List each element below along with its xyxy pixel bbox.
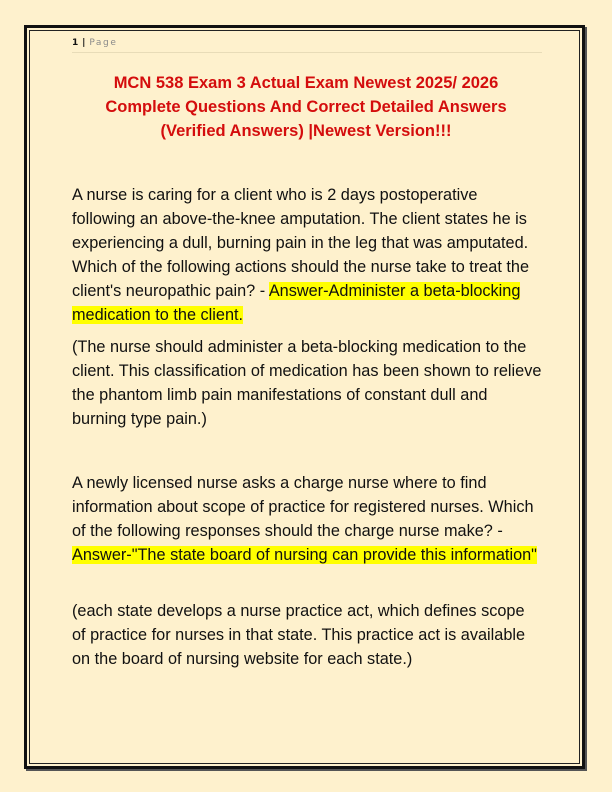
document-title — [60, 71, 552, 143]
highlighted-answer: Answer-"The state board of nursing can provide this information" — [72, 546, 537, 564]
highlighted-answer: Answer-Administer a beta-blocking medication to the client. — [72, 282, 521, 324]
page-label: Page — [89, 38, 118, 48]
title-line-2: Complete Questions And Correct Detailed Answers — [105, 98, 507, 116]
question-2 — [72, 471, 542, 567]
title-line-3: (Verified Answers) |Newest Version!!! — [160, 122, 452, 140]
question-text: A nurse is caring for a client who is 2 days postoperative following an above-the-knee amputation. The client states he is experiencing a dull, burning pain in the leg that was amputated. Which of the following actions should the nurse take to treat the client's neuropathic pain? - — [72, 186, 530, 300]
rationale-2: (each state develops a nurse practice act, which defines scope of practice for nurses in that state. This practice act is available on the board of nursing website for each state.) — [72, 602, 526, 668]
header-separator: | — [82, 38, 86, 48]
page-header — [72, 36, 542, 53]
title-line-1: MCN 538 Exam 3 Actual Exam Newest 2025/ 2026 — [113, 74, 499, 92]
rationale-1: (The nurse should administer a beta-blocking medication to the client. This classification of medication has been shown to relieve the phantom limb pain manifestations of constant dull and burning type pain.) — [72, 338, 542, 428]
question-1 — [72, 183, 542, 327]
question-text: A newly licensed nurse asks a charge nurse where to find information about scope of practice for registered nurses. Which of the following responses should the charge nurse make? - — [72, 474, 534, 540]
page-number: 1 — [72, 38, 79, 48]
